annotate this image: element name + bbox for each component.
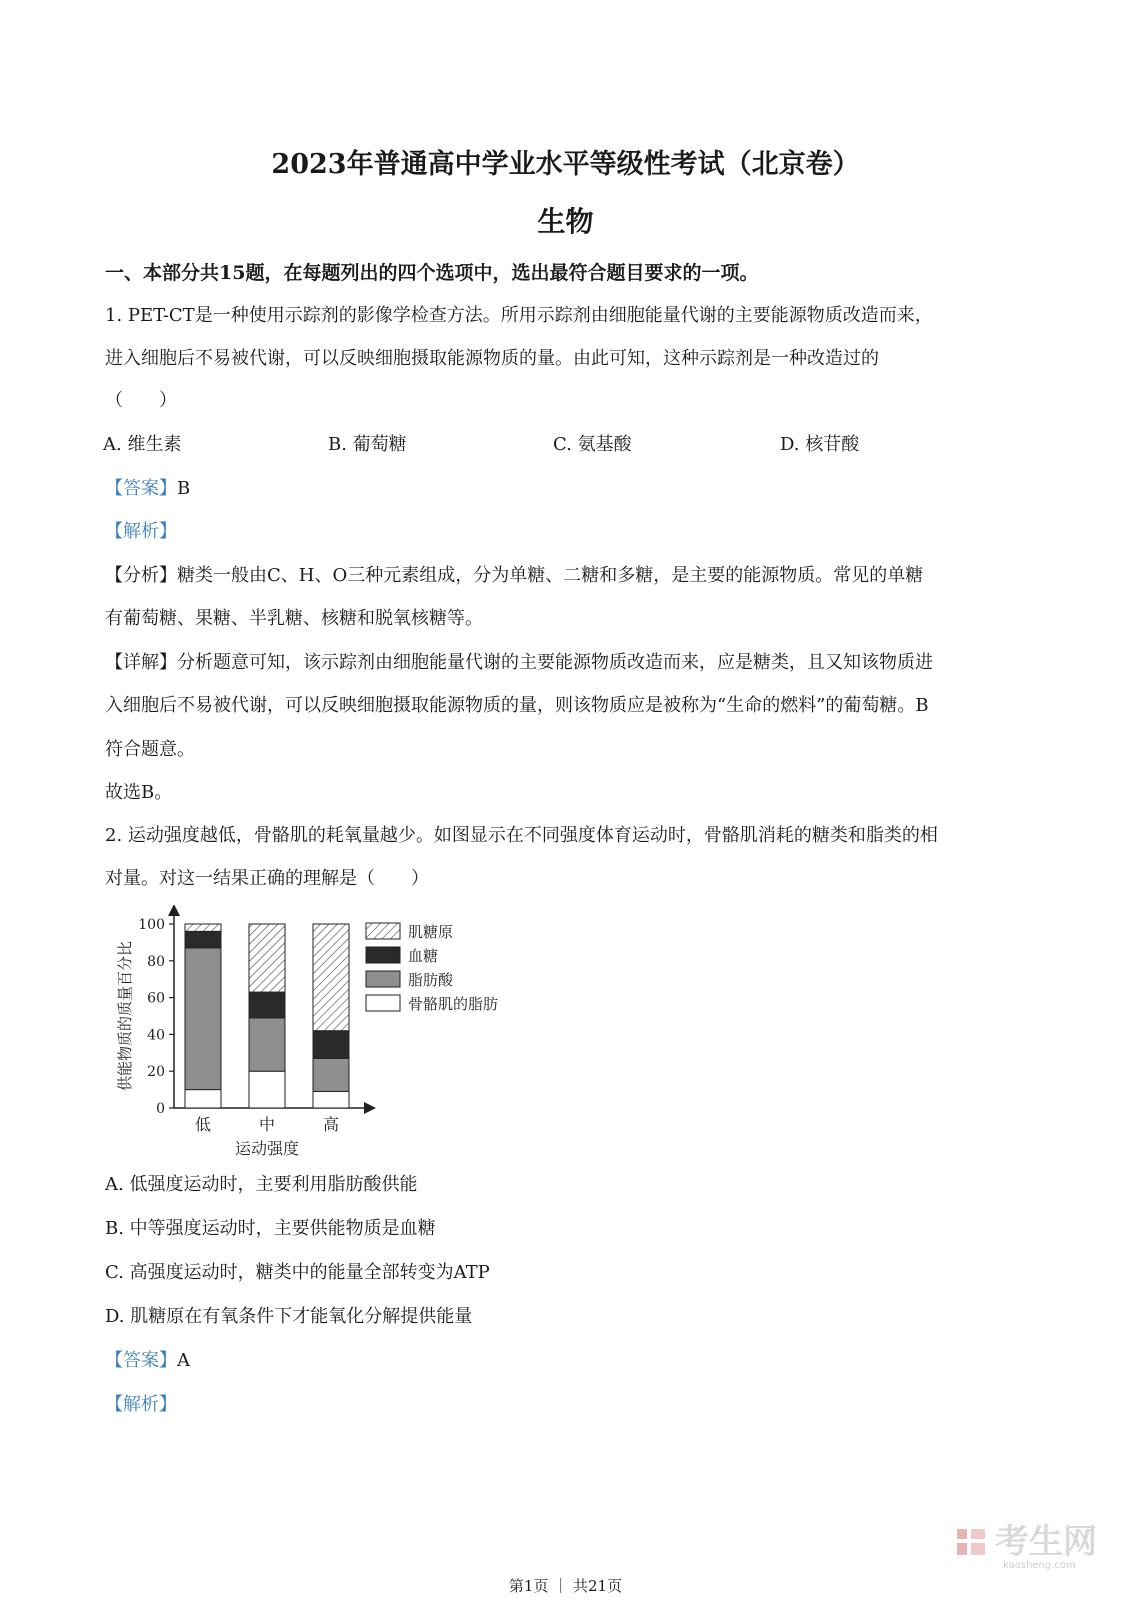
x-axis-label: 运动强度 (234, 1139, 300, 1158)
q2-analysis-tag: 【解析】 (105, 1394, 177, 1415)
bar-segment (185, 924, 221, 931)
q1-fenxi-line2: 有葡萄糖、果糖、半乳糖、核糖和脱氧核糖等。 (105, 608, 483, 629)
analysis-tag: 【解析】 (105, 521, 177, 542)
x-tick-label: 低 (194, 1115, 212, 1134)
bar-segment (185, 948, 221, 1090)
bar-segment (313, 1091, 349, 1108)
y-tick-label: 80 (147, 953, 165, 970)
bar-segment (249, 992, 285, 1018)
watermark-text: 考生网 (995, 1522, 1097, 1562)
y-tick-label: 100 (138, 917, 165, 933)
q1-line3: （ ） (105, 390, 177, 411)
q2-line2: 对量。对这一结果正确的理解是（ ） (105, 868, 429, 889)
bar-segment (185, 1090, 221, 1108)
legend-swatch (366, 947, 400, 963)
q1-option-b: B. 葡萄糖 (328, 434, 407, 455)
legend-label: 血糖 (408, 947, 439, 965)
fenxi-text: 糖类一般由C、H、O三种元素组成，分为单糖、二糖和多糖，是主要的能源物质。常见的单糖 (177, 565, 924, 586)
x-tick-label: 高 (322, 1115, 340, 1134)
stacked-bar-chart (110, 905, 550, 1160)
section-heading: 一、本部分共15题，在每题列出的四个选项中，选出最符合题目要求的一项。 (105, 262, 759, 284)
q2-option-a: A. 低强度运动时，主要利用脂肪酸供能 (105, 1174, 418, 1195)
q1-xiangjie-line3: 符合题意。 (105, 739, 195, 760)
legend-swatch (366, 923, 400, 939)
q1-line2: 进入细胞后不易被代谢，可以反映细胞摄取能源物质的量。由此可知，这种示踪剂是一种改造过的 (105, 348, 879, 369)
legend-swatch (366, 971, 400, 987)
answer-value: B (177, 478, 191, 499)
page-footer: 第1页 ｜ 共21页 (508, 1577, 623, 1595)
q1-option-d: D. 核苷酸 (780, 434, 860, 455)
q2-answer (105, 1346, 190, 1372)
legend-swatch (366, 995, 400, 1011)
y-tick-label: 0 (156, 1101, 165, 1117)
q1-xiangjie-line2: 入细胞后不易被代谢，可以反映细胞摄取能源物质的量，则该物质应是被称为“生命的燃料”的葡萄糖。B (105, 695, 929, 716)
q1-option-a: A. 维生素 (103, 434, 182, 455)
q1-conclusion: 故选B。 (105, 782, 173, 803)
q1-option-c: C. 氨基酸 (553, 434, 632, 455)
watermark (955, 1522, 1097, 1562)
legend-label: 肌糖原 (408, 923, 454, 941)
y-tick-label: 20 (147, 1064, 165, 1081)
bar-segment (249, 1071, 285, 1108)
bar-segment (313, 1058, 349, 1091)
bar-segment (185, 931, 221, 948)
y-tick-label: 40 (147, 1027, 165, 1044)
q1-line1: 1. PET-CT是一种使用示踪剂的影像学检查方法。所用示踪剂由细胞能量代谢的主要能源物质改造而来， (105, 305, 933, 326)
subject-title: 生物 (537, 205, 594, 238)
q2-option-d: D. 肌糖原在有氧条件下才能氧化分解提供能量 (105, 1306, 473, 1327)
q1-answer (105, 474, 190, 500)
xiangjie-text: 分析题意可知，该示踪剂由细胞能量代谢的主要能源物质改造而来，应是糖类，且又知该物质进 (177, 652, 933, 673)
q2-option-c: C. 高强度运动时，糖类中的能量全部转变为ATP (105, 1262, 490, 1283)
answer-tag: 【答案】 (105, 478, 177, 499)
bar-segment (313, 1031, 349, 1059)
watermark-url: kaosheng.com (1003, 1560, 1076, 1571)
x-tick-label: 中 (258, 1115, 276, 1134)
xiangjie-tag: 【详解】 (105, 652, 177, 673)
q2-option-b: B. 中等强度运动时，主要供能物质是血糖 (105, 1218, 436, 1239)
bar-segment (313, 924, 349, 1031)
bar-segment (249, 1018, 285, 1071)
answer-value: A (177, 1350, 190, 1371)
q1-fenxi-line1 (105, 561, 923, 587)
legend-label: 骨骼肌的脂肪 (408, 995, 499, 1013)
fenxi-tag: 【分析】 (105, 565, 177, 586)
q2-line1: 2. 运动强度越低，骨骼肌的耗氧量越少。如图显示在不同强度体育运动时，骨骼肌消耗的糖类和脂类的相 (105, 825, 938, 846)
page-title: 2023年普通高中学业水平等级性考试（北京卷） (271, 149, 860, 180)
y-axis-label: 供能物质的质量百分比 (116, 940, 134, 1092)
legend-label: 脂肪酸 (408, 971, 454, 989)
watermark-logo-icon (955, 1525, 989, 1559)
answer-tag: 【答案】 (105, 1350, 177, 1371)
bar-segment (249, 924, 285, 992)
y-tick-label: 60 (147, 990, 165, 1007)
q1-xiangjie-line1 (105, 648, 933, 674)
